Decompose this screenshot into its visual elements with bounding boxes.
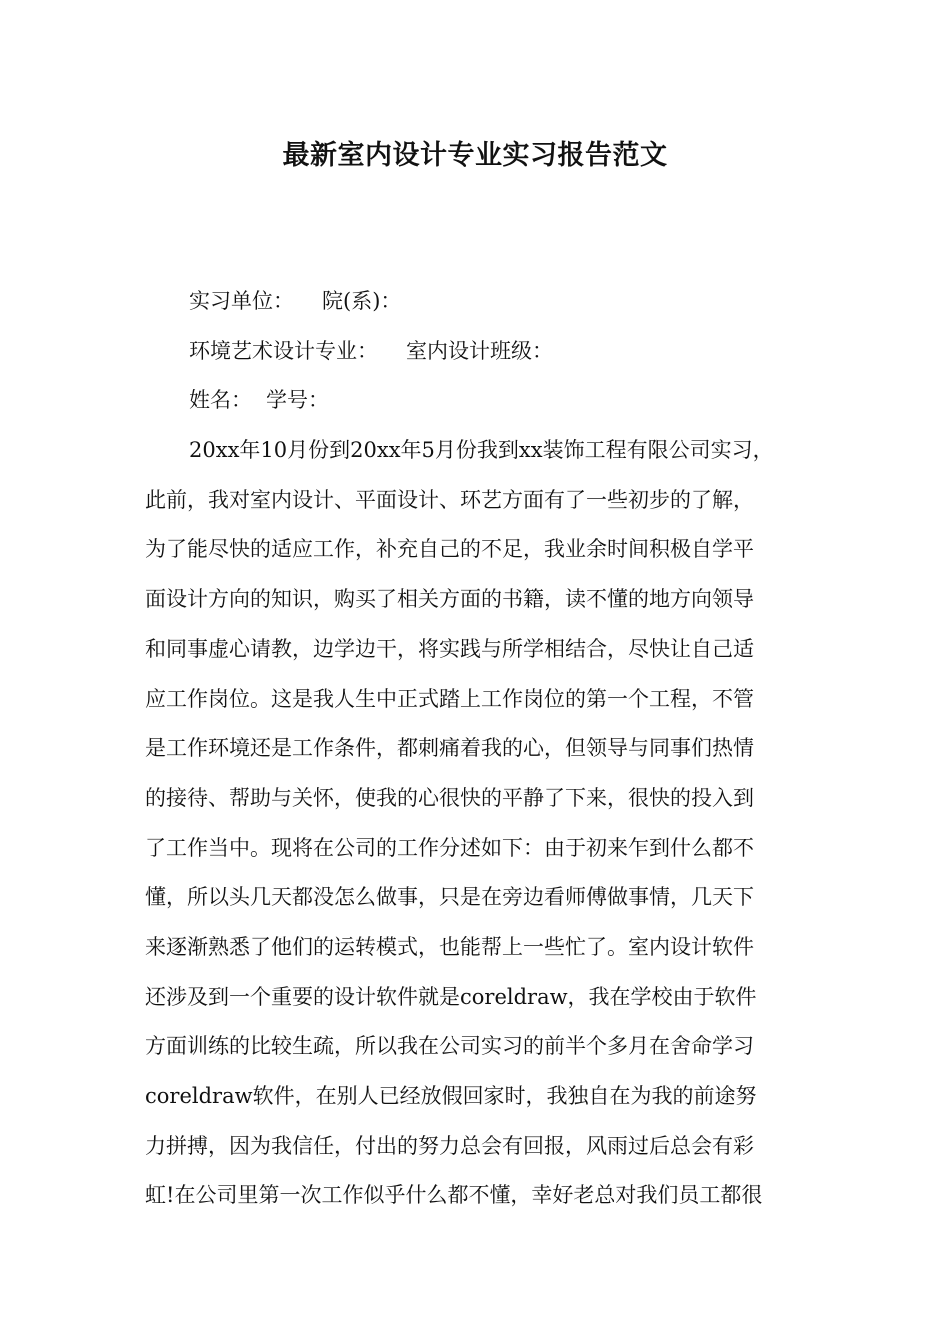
body-line: 面设计方向的知识，购买了相关方面的书籍，读不懂的地方向领导: [145, 587, 754, 611]
body-line: 了工作当中。现将在公司的工作分述如下：由于初来乍到什么都不: [145, 836, 754, 860]
body-line: 虹!在公司里第一次工作似乎什么都不懂，幸好老总对我们员工都很: [145, 1183, 763, 1207]
body-line: 力拼搏，因为我信任，付出的努力总会有回报，风雨过后总会有彩: [145, 1134, 754, 1158]
student-id-label: 学号：: [266, 388, 329, 412]
info-line-name: [189, 385, 854, 415]
body-line: 20xx年10月份到20xx年5月份我到xx装饰工程有限公司实习，: [189, 438, 774, 462]
name-label: 姓名：: [189, 388, 252, 412]
body-line: 此前，我对室内设计、平面设计、环艺方面有了一些初步的了解，: [145, 488, 754, 512]
body-line: 来逐渐熟悉了他们的运转模式，也能帮上一些忙了。室内设计软件: [145, 935, 754, 959]
document-title: 最新室内设计专业实习报告范文: [282, 140, 668, 171]
internship-unit-label: 实习单位：: [189, 289, 294, 313]
body-line: coreldraw软件，在别人已经放假回家时，我独自在为我的前途努: [145, 1084, 757, 1108]
info-line-unit: [189, 286, 854, 316]
body-line: 懂，所以头几天都没怎么做事，只是在旁边看师傅做事情，几天下: [145, 885, 754, 909]
class-label: 室内设计班级：: [406, 339, 553, 363]
body-line: 和同事虚心请教，边学边干，将实践与所学相结合，尽快让自己适: [145, 637, 754, 661]
major-label: 环境艺术设计专业：: [189, 339, 378, 363]
body-line: 方面训练的比较生疏，所以我在公司实习的前半个多月在舍命学习: [145, 1034, 754, 1058]
department-label: 院(系)：: [322, 289, 402, 313]
body-line: 还涉及到一个重要的设计软件就是coreldraw，我在学校由于软件: [145, 985, 757, 1009]
body-line: 为了能尽快的适应工作，补充自己的不足，我业余时间积极自学平: [145, 537, 754, 561]
info-line-major: [189, 336, 854, 366]
body-line: 应工作岗位。这是我人生中正式踏上工作岗位的第一个工程，不管: [145, 687, 754, 711]
body-line: 是工作环境还是工作条件，都刺痛着我的心，但领导与同事们热情: [145, 736, 754, 760]
body-line: 的接待、帮助与关怀，使我的心很快的平静了下来，很快的投入到: [145, 786, 754, 810]
